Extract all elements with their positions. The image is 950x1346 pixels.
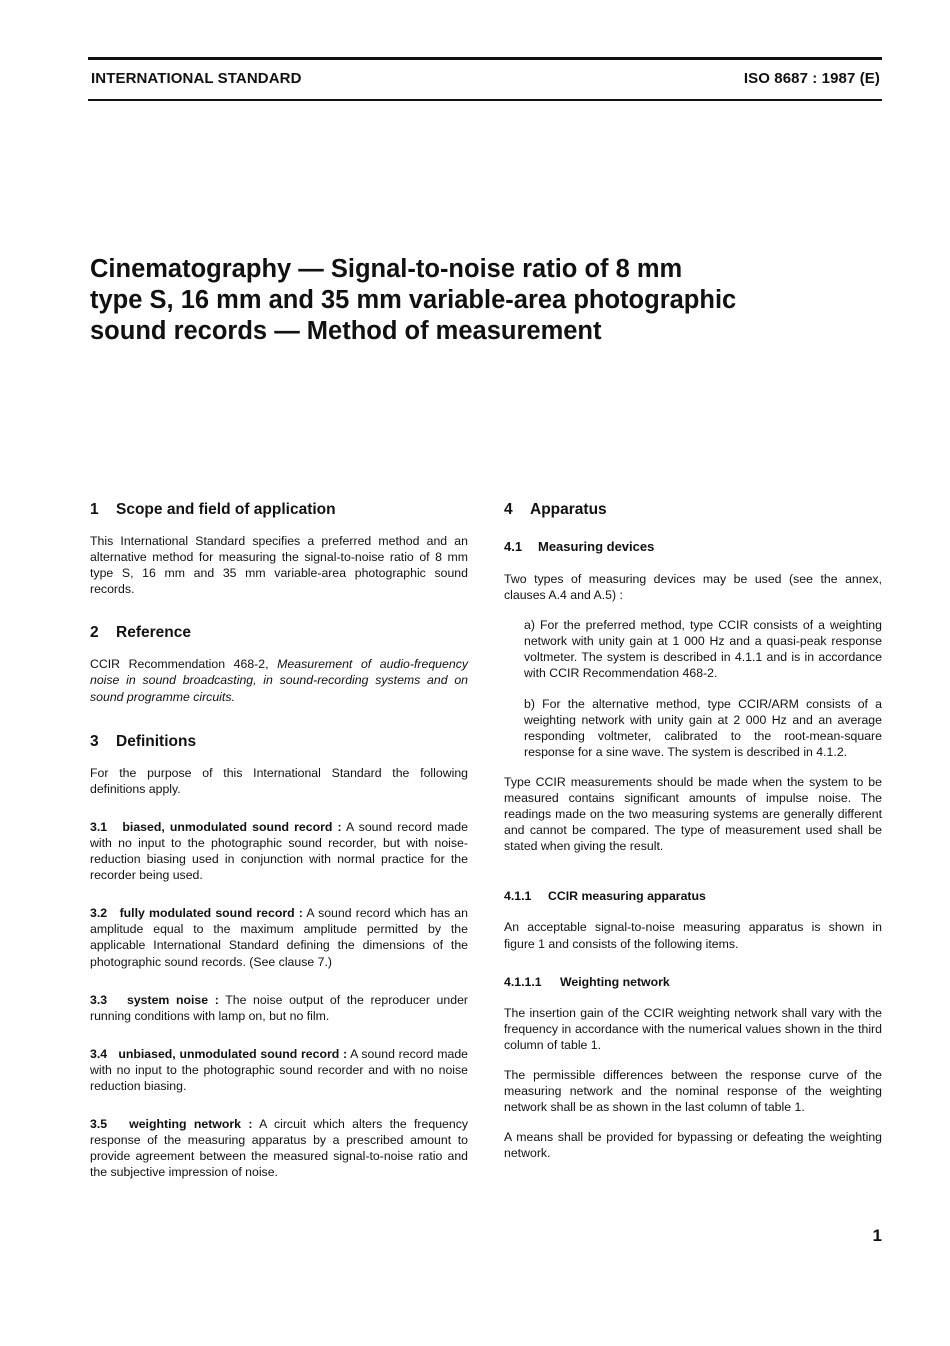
right-column [504, 500, 882, 1161]
definition-3-3: 3.3 system noise : The noise output of the reproducer under running conditions with lamp on, but no film. [90, 992, 469, 1023]
section-4-heading: 4 Apparatus [504, 501, 607, 518]
section-4-1-1-heading: 4.1.1 CCIR measuring apparatus [504, 889, 706, 904]
section-3-intro: For the purpose of this International Standard the following definitions apply. [90, 765, 468, 796]
header-document-id: ISO 8687 : 1987 (E) [743, 70, 880, 87]
title-line-2: type S, 16 mm and 35 mm variable-area photographic [90, 286, 737, 314]
document-title [90, 254, 850, 347]
page-number: 1 [872, 1226, 882, 1245]
section-4-1-1-1-para-1: The insertion gain of the CCIR weighting network shall vary with the frequency in accordance with the numerical values shown in the third column of table 1. [504, 1005, 882, 1052]
definition-3-4: 3.4 unbiased, unmodulated sound record : A sound record made with no input to the photographic sound recorder and with no noise reduction biasing. [90, 1046, 468, 1093]
definition-3-2: 3.2 fully modulated sound record : A sound record which has an amplitude equal to the maximum amplitude permitted by the applicable International Standard defining the dimensions of the photographic sound records. (See clause 7.) [90, 906, 468, 969]
title-line-1: Cinematography — Signal-to-noise ratio of 8 mm [90, 255, 683, 283]
section-1-heading: 1 Scope and field of application [90, 501, 336, 518]
definition-3-5: 3.5 weighting network : A circuit which alters the frequency response of the measuring apparatus by a prescribed amount to provide agreement between the measured signal-to-noise ratio and the subjective impression of noise. [90, 1117, 469, 1180]
header-bottom-rule [88, 99, 882, 101]
item-a-preferred-method: a) For the preferred method, type CCIR consists of a weighting network with unity gain at 1 000 Hz and a quasi-peak response voltmeter. The system is described in 4.1.1 and is in accordance with CCIR Recommendation 468-2. [524, 618, 882, 681]
section-3-heading: 3 Definitions [90, 732, 197, 750]
section-4-1-intro: Two types of measuring devices may be used (see the annex, clauses A.4 and A.5) : [504, 572, 882, 603]
section-4-1-note: Type CCIR measurements should be made when the system to be measured contains significant amounts of impulse noise. The readings made on the two measuring systems are generally different and cannot be compared. The type of measurement used shall be stated when giving the result. [504, 774, 882, 854]
item-b-alternative-method: b) For the alternative method, type CCIR/ARM consists of a weighting network with unity gain at 2 000 Hz and an average responding voltmeter, calibrated to the root-mean-square response for a sine wave. The system is described in 4.1.2. [524, 696, 882, 759]
header-standard-label: INTERNATIONAL STANDARD [91, 70, 302, 87]
section-4-1-1-1-para-3: A means shall be provided for bypassing or defeating the weighting network. [504, 1130, 882, 1161]
section-2-reference: CCIR Recommendation 468-2, Measurement of audio-frequency noise in sound broadcasting, in sound-recording systems and on sound programme circuits. [90, 657, 468, 704]
title-line-3: sound records — Method of measurement [90, 317, 602, 345]
section-2-heading: 2 Reference [90, 624, 191, 642]
section-1-text: This International Standard specifies a preferred method and an alternative method for measuring the signal-to-noise ratio of 8 mm type S, 16 mm and 35 mm variable-area photographic sound records. [90, 534, 468, 597]
definition-3-1: 3.1 biased, unmodulated sound record : A sound record made with no input to the photographic sound recorder, but with noise-reduction biasing used in conjunction with normal practice for the recorder being used. [90, 819, 468, 883]
header-top-rule [88, 57, 882, 60]
section-4-1-1-1-heading: 4.1.1.1 Weighting network [504, 974, 670, 989]
section-4-1-1-1-para-2: The permissible differences between the response curve of the measuring network and the nominal response of the weighting network shall be as shown in the last column of table 1. [504, 1067, 882, 1115]
left-column [90, 500, 468, 1180]
section-4-1-heading: 4.1 Measuring devices [504, 539, 655, 554]
section-4-1-1-text: An acceptable signal-to-noise measuring apparatus is shown in figure 1 and consists of the following items. [504, 920, 882, 951]
